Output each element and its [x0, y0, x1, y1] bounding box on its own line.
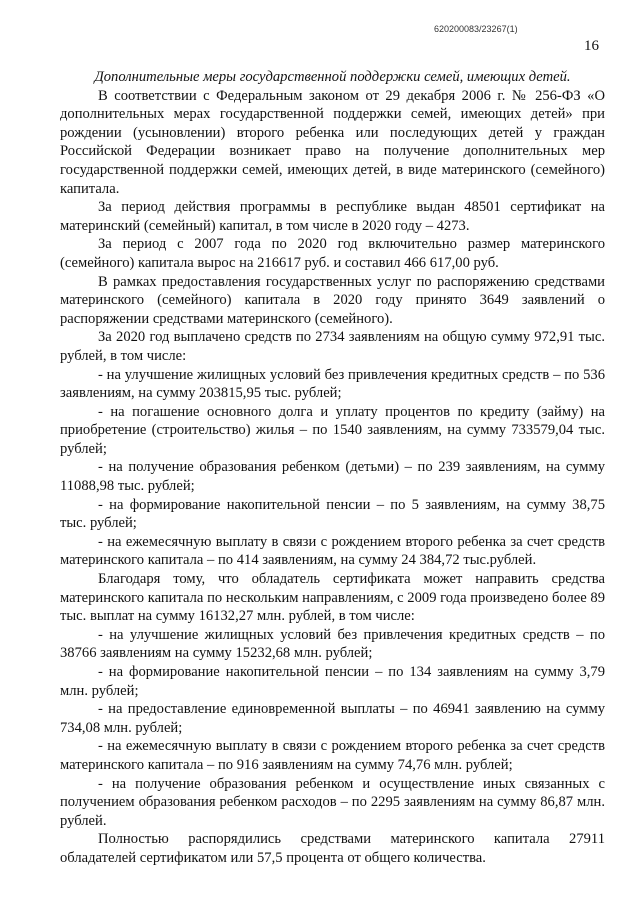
list-item: - на формирование накопительной пенсии – по 5 заявлениям, на сумму 38,75 тыс. рублей; — [60, 496, 605, 532]
list-item: - на получение образования ребенком и осуществление иных связанных с получением образования ребенком расходов – по 2295 заявлениям на сумму 86,87 млн. рублей. — [60, 775, 605, 829]
paragraph: Благодаря тому, что обладатель сертификата может направить средства материнского капитала по нескольким направлениям, с 2009 года произведено более 89 тыс. выплат на сумму 16132,27 млн. рублей, в том числе: — [60, 571, 605, 625]
list-item: - на предоставление единовременной выплаты – по 46941 заявлению на сумму 734,08 млн. рублей; — [60, 701, 605, 736]
paragraph: В соответствии с Федеральным законом от 29 декабря 2006 г. № 256-ФЗ «О дополнительных мерах государственной поддержки семей, имеющих детей» при рождении (усыновлении) второго ребенка или последующих детей у граждан Российской Федерации возникает право на получение дополнительных мер государственной поддержки семей, имеющих детей, в виде материнского (семейного) капитала. — [60, 87, 605, 197]
list-item: - на ежемесячную выплату в связи с рождением второго ребенка за счет средств материнского капитала – по 916 заявлениям на сумму 74,76 млн. рублей; — [60, 738, 605, 773]
section-heading: Дополнительные меры государственной поддержки семей, имеющих детей. — [94, 69, 571, 85]
list-item: - на ежемесячную выплату в связи с рождением второго ребенка за счет средств материнского капитала – по 414 заявлениям, на сумму 24 384,72 тыс.рублей. — [60, 533, 605, 569]
list-item: - на улучшение жилищных условий без привлечения кредитных средств – по 38766 заявлениям на сумму 15232,68 млн. рублей; — [60, 626, 605, 662]
page-number: 16 — [584, 38, 599, 54]
list-item: - на погашение основного долга и уплату процентов по кредиту (займу) на приобретение (строительство) жилья – по 1540 заявлениям, на сумму 733579,04 тыс. рублей; — [60, 403, 605, 457]
paragraph: За 2020 год выплачено средств по 2734 заявлениям на общую сумму 972,91 тыс. рублей, в том числе: — [60, 329, 605, 364]
list-item: - на улучшение жилищных условий без привлечения кредитных средств – по 536 заявлениям, на сумму 203815,95 тыс. рублей; — [60, 366, 605, 402]
list-item: - на формирование накопительной пенсии – по 134 заявлениям на сумму 3,79 млн. рублей; — [60, 664, 605, 699]
paragraph: За период действия программы в республике выдан 48501 сертификат на материнский (семейный) капитал, в том числе в 2020 году – 4273. — [60, 199, 605, 234]
document-id: 620200083/23267(1) — [434, 24, 518, 34]
document-body — [60, 68, 605, 868]
list-item: - на получение образования ребенком (детьми) – по 239 заявлениям, на сумму 11088,98 тыс. рублей; — [60, 459, 605, 495]
paragraph: Полностью распорядились средствами материнского капитала 27911 обладателей сертификатом или 57,5 процента от общего количества. — [60, 831, 605, 866]
paragraph: В рамках предоставления государственных услуг по распоряжению средствами материнского (семейного) капитала в 2020 году принято 3649 заявлений о распоряжении средствами материнского (семейного). — [60, 273, 605, 327]
paragraph: За период с 2007 года по 2020 год включительно размер материнского (семейного) капитала вырос на 216617 руб. и составил 466 617,00 руб. — [60, 236, 605, 271]
